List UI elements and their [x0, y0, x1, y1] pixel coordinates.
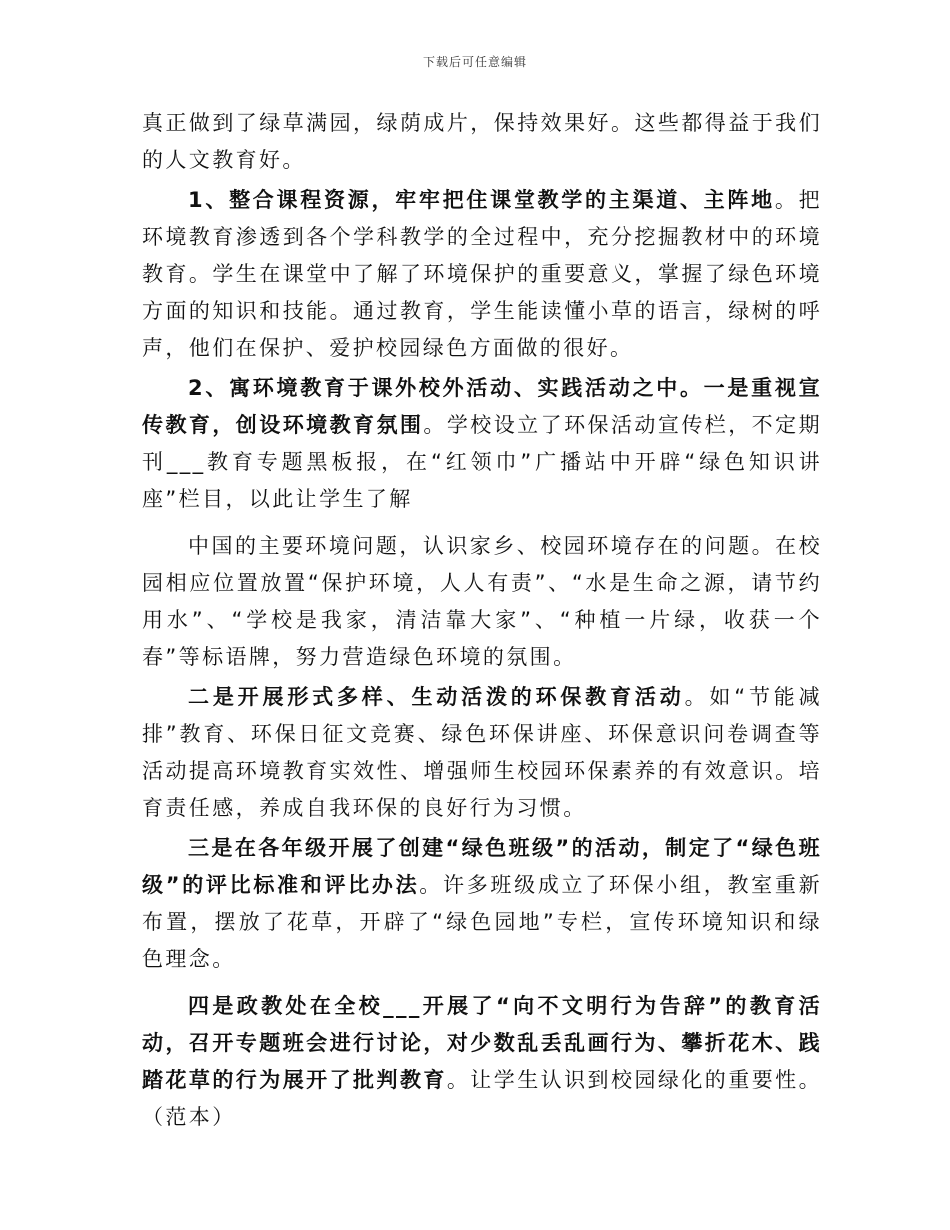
paragraph-text: 。许多班级成立了环保小组，教室重新布置，摆放了花草，开辟了“绿色园地”专栏，宣传环境知识和绿色理念。: [142, 873, 822, 971]
paragraph-text: 真正做到了绿草满园，绿荫成片，保持效果好。这些都得益于我们的人文教育好。: [142, 111, 822, 172]
paragraph-activities: [142, 370, 822, 518]
paragraph-bold-lead: 二是开展形式多样、生动活泼的环保教育活动: [188, 685, 685, 709]
paragraph-fourth-point: [142, 988, 822, 1136]
paragraph-curriculum: [142, 182, 822, 367]
paragraph-text: 。把环境教育渗透到各个学科教学的全过程中，充分挖掘教材中的环境教育。学生在课堂中了解了环境保护的重要意义，掌握了绿色环境方面的知识和技能。通过教育，学生能读懂小草的语言，绿树的呼声，他们在保护、爱护校园绿色方面做的很好。: [142, 188, 822, 360]
paragraph-environment-issues: [142, 528, 822, 676]
document-body: [142, 105, 822, 1136]
paragraph-bold-lead: 1、整合课程资源，牢牢把住课堂教学的主渠道、主阵地: [188, 188, 775, 212]
paragraph-text: 。学校设立了环保活动宣传栏，不定期刊___教育专题黑板报，在“红领巾”广播站中开辟“绿色知识讲座”栏目，以此让学生了解: [142, 413, 822, 511]
paragraph-third-point: [142, 830, 822, 978]
paragraph-second-point: [142, 679, 822, 827]
paragraph-continuation: [142, 105, 822, 179]
page-header: 下载后可任意编辑: [422, 55, 527, 69]
paragraph-bold-lead: 2、寓环境教育于课外校外活动、实践活动之中。一是重视宣传教育，创设环境教育氛围: [142, 376, 822, 437]
paragraph-bold-lead: 四是政教处在全校___开展了“向不文明行为告辞”的教育活动，召开专题班会进行讨论，对少数乱丢乱画行为、攀折花木、践踏花草的行为展开了批判教育: [142, 994, 822, 1092]
paragraph-text: 中国的主要环境问题，认识家乡、校园环境存在的问题。在校园相应位置放置“保护环境，人人有责”、“水是生命之源，请节约用水”、“学校是我家，清洁靠大家”、“种植一片绿，收获一个春”等标语牌，努力营造绿色环境的氛围。: [142, 534, 822, 669]
paragraph-bold-lead: 三是在各年级开展了创建“绿色班级”的活动，制定了“绿色班级”的评比标准和评比办法: [142, 836, 822, 897]
paragraph-text: 。让学生认识到校园绿化的重要性。（范本）: [142, 1068, 823, 1129]
paragraph-text: 。如“节能减排”教育、环保日征文竞赛、绿色环保讲座、环保意识问卷调查等活动提高环境教育实效性、增强师生校园环保素养的有效意识。培育责任感，养成自我环保的良好行为习惯。: [142, 685, 823, 820]
